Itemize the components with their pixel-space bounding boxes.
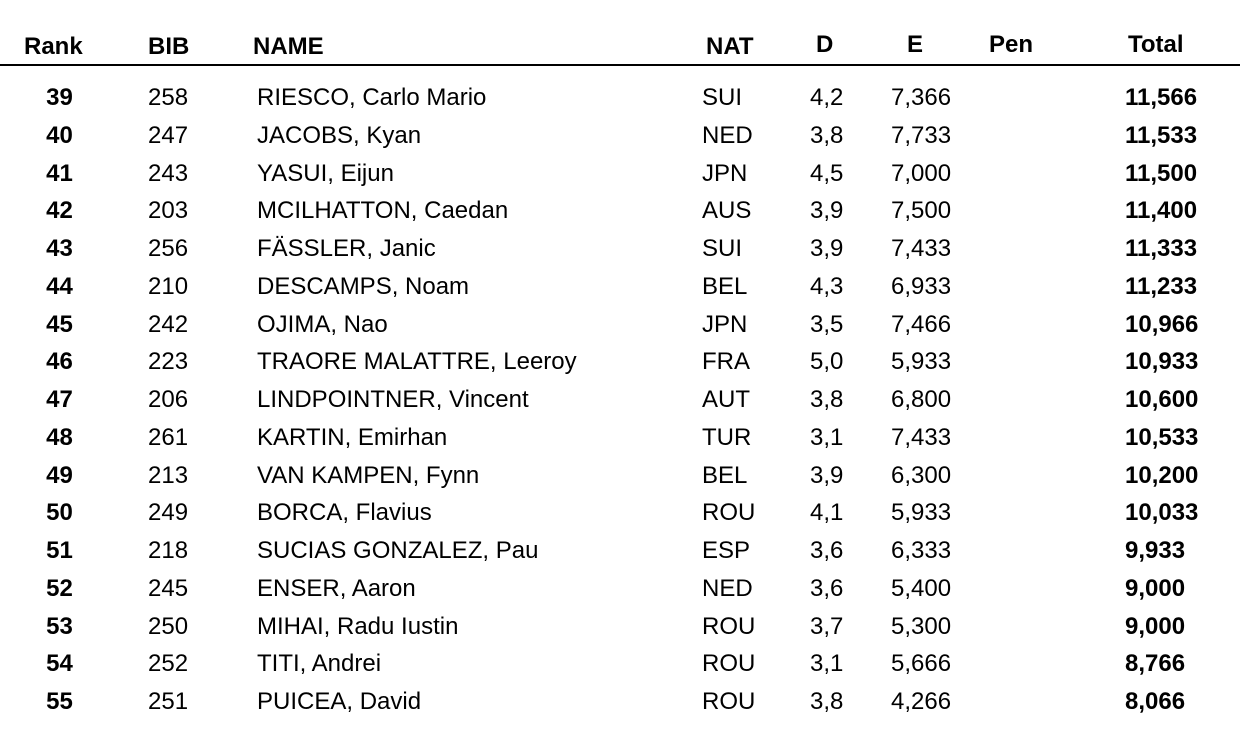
header-rank: Rank [24,33,83,60]
total-score-cell: 9,000 [1125,574,1186,602]
rank-cell: 51 [46,537,73,564]
athlete-name-cell: RIESCO, Carlo Mario [257,84,487,111]
table-row [0,457,1240,495]
table-row [0,268,1240,306]
athlete-name-cell: BORCA, Flavius [257,499,432,527]
rank-cell: 53 [46,612,73,640]
bib-cell: 243 [148,159,189,187]
rank-cell: 44 [46,272,73,300]
nationality-cell: NED [702,121,753,149]
e-score-cell: 5,300 [891,612,952,640]
d-score-cell: 4,3 [810,272,844,300]
results-table-header [0,0,1240,66]
athlete-name-cell: VAN KAMPEN, Fynn [257,461,480,489]
total-score-cell: 11,233 [1125,272,1198,300]
table-row [0,570,1240,608]
table-row [0,192,1240,230]
total-score-cell: 10,033 [1125,499,1199,527]
total-score-cell: 9,000 [1125,612,1186,640]
athlete-name-cell: TRAORE MALATTRE, Leeroy [257,348,577,376]
header-total: Total [1128,31,1184,58]
bib-cell: 252 [148,650,189,678]
d-score-cell: 3,6 [810,537,844,564]
e-score-cell: 4,266 [891,688,952,715]
bib-cell: 256 [148,235,189,262]
nationality-cell: JPN [702,310,748,338]
nationality-cell: AUS [702,197,752,225]
table-row [0,117,1240,155]
rank-cell: 41 [46,159,73,187]
table-row [0,343,1240,381]
bib-cell: 223 [148,348,189,376]
table-row [0,494,1240,532]
athlete-name-cell: YASUI, Eijun [257,159,394,187]
table-row [0,230,1240,268]
bib-cell: 203 [148,197,189,225]
header-name: NAME [253,33,324,60]
nationality-cell: BEL [702,461,748,489]
athlete-name-cell: LINDPOINTNER, Vincent [257,386,529,413]
table-row [0,155,1240,193]
d-score-cell: 3,5 [810,310,844,338]
total-score-cell: 11,400 [1125,197,1198,225]
rank-cell: 46 [46,348,73,376]
e-score-cell: 5,933 [891,348,952,376]
bib-cell: 249 [148,499,189,527]
total-score-cell: 11,566 [1125,84,1198,111]
d-score-cell: 3,9 [810,235,844,262]
total-score-cell: 10,200 [1125,461,1199,489]
d-score-cell: 4,1 [810,499,844,527]
table-row [0,419,1240,457]
total-score-cell: 8,066 [1125,688,1186,715]
header-d: D [816,31,834,58]
d-score-cell: 3,7 [810,612,844,640]
bib-cell: 247 [148,121,189,149]
e-score-cell: 6,933 [891,272,952,300]
header-e: E [907,31,924,58]
nationality-cell: FRA [702,348,750,376]
d-score-cell: 3,1 [810,423,844,451]
bib-cell: 210 [148,272,189,300]
athlete-name-cell: TITI, Andrei [257,650,382,678]
total-score-cell: 9,933 [1125,537,1186,564]
d-score-cell: 4,2 [810,84,844,111]
d-score-cell: 4,5 [810,159,844,187]
header-bib: BIB [148,33,190,60]
nationality-cell: ROU [702,650,756,678]
rank-cell: 48 [46,423,73,451]
bib-cell: 261 [148,423,189,451]
d-score-cell: 3,8 [810,386,844,413]
header-nat: NAT [706,33,754,60]
nationality-cell: AUT [702,386,750,413]
rank-cell: 40 [46,121,73,149]
e-score-cell: 5,666 [891,650,952,678]
nationality-cell: ROU [702,499,756,527]
table-row [0,306,1240,344]
nationality-cell: NED [702,574,753,602]
athlete-name-cell: SUCIAS GONZALEZ, Pau [257,537,539,564]
athlete-name-cell: PUICEA, David [257,688,422,715]
rank-cell: 47 [46,386,73,413]
athlete-name-cell: MIHAI, Radu Iustin [257,612,459,640]
athlete-name-cell: MCILHATTON, Caedan [257,197,509,225]
total-score-cell: 10,933 [1125,348,1199,376]
table-row [0,532,1240,570]
d-score-cell: 3,9 [810,197,844,225]
athlete-name-cell: FÄSSLER, Janic [257,235,436,262]
rank-cell: 49 [46,461,73,489]
table-row [0,683,1240,721]
table-row [0,608,1240,646]
e-score-cell: 7,000 [891,159,952,187]
bib-cell: 206 [148,386,189,413]
nationality-cell: JPN [702,159,748,187]
bib-cell: 250 [148,612,189,640]
total-score-cell: 10,600 [1125,386,1199,413]
athlete-name-cell: KARTIN, Emirhan [257,423,448,451]
total-score-cell: 11,333 [1125,235,1198,262]
d-score-cell: 3,8 [810,121,844,149]
athlete-name-cell: OJIMA, Nao [257,310,388,338]
bib-cell: 245 [148,574,189,602]
athlete-name-cell: DESCAMPS, Noam [257,272,470,300]
d-score-cell: 5,0 [810,348,844,376]
rank-cell: 54 [46,650,73,678]
e-score-cell: 5,400 [891,574,952,602]
nationality-cell: SUI [702,235,743,262]
nationality-cell: BEL [702,272,748,300]
bib-cell: 258 [148,84,189,111]
e-score-cell: 7,366 [891,84,952,111]
nationality-cell: SUI [702,84,743,111]
nationality-cell: ROU [702,688,756,715]
e-score-cell: 6,800 [891,386,952,413]
nationality-cell: ROU [702,612,756,640]
total-score-cell: 10,533 [1125,423,1199,451]
e-score-cell: 7,733 [891,121,952,149]
bib-cell: 251 [148,688,189,715]
rank-cell: 55 [46,688,73,715]
rank-cell: 50 [46,499,73,527]
bib-cell: 213 [148,461,189,489]
e-score-cell: 5,933 [891,499,952,527]
total-score-cell: 11,533 [1125,121,1198,149]
total-score-cell: 11,500 [1125,159,1198,187]
nationality-cell: TUR [702,423,752,451]
nationality-cell: ESP [702,537,751,564]
e-score-cell: 7,500 [891,197,952,225]
athlete-name-cell: JACOBS, Kyan [257,121,422,149]
rank-cell: 39 [46,84,73,111]
rank-cell: 43 [46,235,73,262]
total-score-cell: 10,966 [1125,310,1199,338]
e-score-cell: 6,300 [891,461,952,489]
bib-cell: 218 [148,537,189,564]
header-pen: Pen [989,31,1034,58]
table-row [0,645,1240,683]
d-score-cell: 3,9 [810,461,844,489]
e-score-cell: 7,466 [891,310,952,338]
rank-cell: 45 [46,310,73,338]
athlete-name-cell: ENSER, Aaron [257,574,416,602]
d-score-cell: 3,8 [810,688,844,715]
bib-cell: 242 [148,310,189,338]
e-score-cell: 7,433 [891,235,952,262]
rank-cell: 52 [46,574,73,602]
d-score-cell: 3,6 [810,574,844,602]
d-score-cell: 3,1 [810,650,844,678]
rank-cell: 42 [46,197,73,225]
table-row [0,381,1240,419]
e-score-cell: 7,433 [891,423,952,451]
e-score-cell: 6,333 [891,537,952,564]
table-row [0,79,1240,117]
total-score-cell: 8,766 [1125,650,1186,678]
